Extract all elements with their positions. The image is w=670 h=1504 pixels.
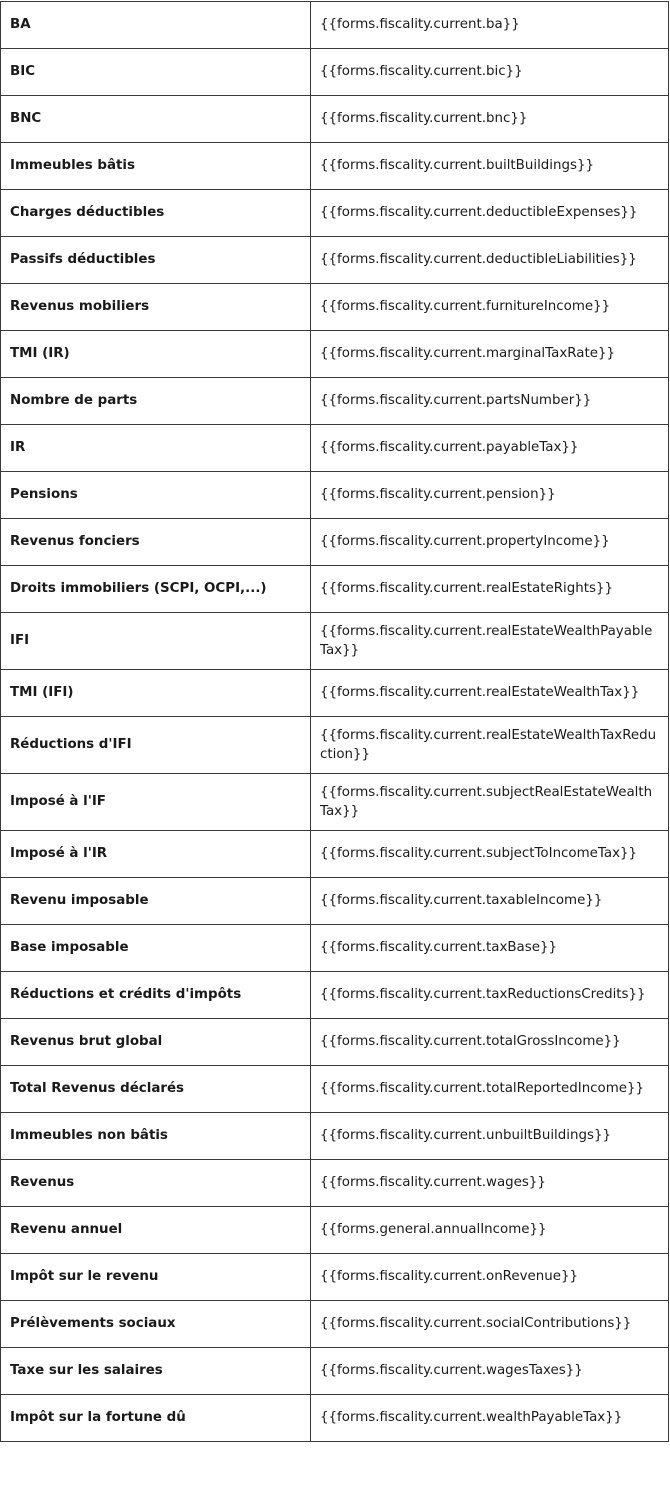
table-row [1, 472, 669, 519]
table-row [1, 425, 669, 472]
table-row [1, 2, 669, 49]
field-label: Revenus fonciers [1, 519, 311, 566]
table-row [1, 237, 669, 284]
field-label: Charges déductibles [1, 190, 311, 237]
field-label: Réductions et crédits d'impôts [1, 972, 311, 1019]
field-label: Revenu imposable [1, 878, 311, 925]
table-row [1, 1395, 669, 1442]
field-label: TMI (IR) [1, 331, 311, 378]
field-value: {{forms.fiscality.current.furnitureIncome}} [311, 284, 669, 331]
field-value: {{forms.fiscality.current.wealthPayableTax}} [311, 1395, 669, 1442]
field-value: {{forms.fiscality.current.subjectToIncomeTax}} [311, 831, 669, 878]
field-value: {{forms.fiscality.current.totalGrossIncome}} [311, 1019, 669, 1066]
table-row [1, 1019, 669, 1066]
field-value: {{forms.fiscality.current.ba}} [311, 2, 669, 49]
table-row [1, 1301, 669, 1348]
table-row [1, 717, 669, 774]
table-row [1, 613, 669, 670]
field-value: {{forms.fiscality.current.subjectRealEstateWealthTax}} [311, 774, 669, 831]
table-row [1, 1348, 669, 1395]
field-value: {{forms.fiscality.current.taxReductionsCredits}} [311, 972, 669, 1019]
field-label: Revenus [1, 1160, 311, 1207]
field-label: Impôt sur la fortune dû [1, 1395, 311, 1442]
field-label: Impôt sur le revenu [1, 1254, 311, 1301]
field-value: {{forms.fiscality.current.deductibleLiabilities}} [311, 237, 669, 284]
field-label: Pensions [1, 472, 311, 519]
field-label: IFI [1, 613, 311, 670]
field-value: {{forms.fiscality.current.bic}} [311, 49, 669, 96]
field-label: BIC [1, 49, 311, 96]
table-row [1, 878, 669, 925]
table-row [1, 1066, 669, 1113]
field-label: Imposé à l'IR [1, 831, 311, 878]
field-label: Revenus mobiliers [1, 284, 311, 331]
table-row [1, 566, 669, 613]
field-label: Taxe sur les salaires [1, 1348, 311, 1395]
field-label: BA [1, 2, 311, 49]
field-label: Total Revenus déclarés [1, 1066, 311, 1113]
field-value: {{forms.general.annualIncome}} [311, 1207, 669, 1254]
table-row [1, 284, 669, 331]
table-row [1, 670, 669, 717]
table-row [1, 774, 669, 831]
field-value: {{forms.fiscality.current.deductibleExpenses}} [311, 190, 669, 237]
table-row [1, 190, 669, 237]
table-row [1, 831, 669, 878]
field-label: Nombre de parts [1, 378, 311, 425]
field-value: {{forms.fiscality.current.wages}} [311, 1160, 669, 1207]
field-value: {{forms.fiscality.current.realEstateWealthPayableTax}} [311, 613, 669, 670]
table-row [1, 972, 669, 1019]
field-label: Immeubles bâtis [1, 143, 311, 190]
field-value: {{forms.fiscality.current.realEstateWealthTax}} [311, 670, 669, 717]
table-row [1, 96, 669, 143]
table-row [1, 519, 669, 566]
field-label: Revenu annuel [1, 1207, 311, 1254]
field-value: {{forms.fiscality.current.propertyIncome}} [311, 519, 669, 566]
field-label: IR [1, 425, 311, 472]
table-row [1, 49, 669, 96]
field-value: {{forms.fiscality.current.onRevenue}} [311, 1254, 669, 1301]
field-label: Immeubles non bâtis [1, 1113, 311, 1160]
field-label: TMI (IFI) [1, 670, 311, 717]
field-value: {{forms.fiscality.current.marginalTaxRate}} [311, 331, 669, 378]
field-mapping-table [0, 1, 669, 1442]
table-row [1, 925, 669, 972]
field-value: {{forms.fiscality.current.realEstateWealthTaxReduction}} [311, 717, 669, 774]
table-row [1, 143, 669, 190]
table-row [1, 331, 669, 378]
table-row [1, 1113, 669, 1160]
field-label: Réductions d'IFI [1, 717, 311, 774]
field-value: {{forms.fiscality.current.totalReportedIncome}} [311, 1066, 669, 1113]
table-row [1, 1160, 669, 1207]
field-label: Passifs déductibles [1, 237, 311, 284]
field-label: Revenus brut global [1, 1019, 311, 1066]
field-label: Base imposable [1, 925, 311, 972]
field-value: {{forms.fiscality.current.taxableIncome}} [311, 878, 669, 925]
field-value: {{forms.fiscality.current.bnc}} [311, 96, 669, 143]
field-value: {{forms.fiscality.current.partsNumber}} [311, 378, 669, 425]
field-value: {{forms.fiscality.current.taxBase}} [311, 925, 669, 972]
field-label: BNC [1, 96, 311, 143]
table-row [1, 378, 669, 425]
field-value: {{forms.fiscality.current.pension}} [311, 472, 669, 519]
field-label: Prélèvements sociaux [1, 1301, 311, 1348]
field-value: {{forms.fiscality.current.socialContributions}} [311, 1301, 669, 1348]
field-label: Droits immobiliers (SCPI, OCPI,...) [1, 566, 311, 613]
table-body [1, 2, 669, 1442]
table-row [1, 1254, 669, 1301]
table-row [1, 1207, 669, 1254]
field-label: Imposé à l'IF [1, 774, 311, 831]
field-value: {{forms.fiscality.current.builtBuildings}} [311, 143, 669, 190]
field-value: {{forms.fiscality.current.payableTax}} [311, 425, 669, 472]
field-value: {{forms.fiscality.current.wagesTaxes}} [311, 1348, 669, 1395]
field-value: {{forms.fiscality.current.realEstateRights}} [311, 566, 669, 613]
field-value: {{forms.fiscality.current.unbuiltBuildings}} [311, 1113, 669, 1160]
